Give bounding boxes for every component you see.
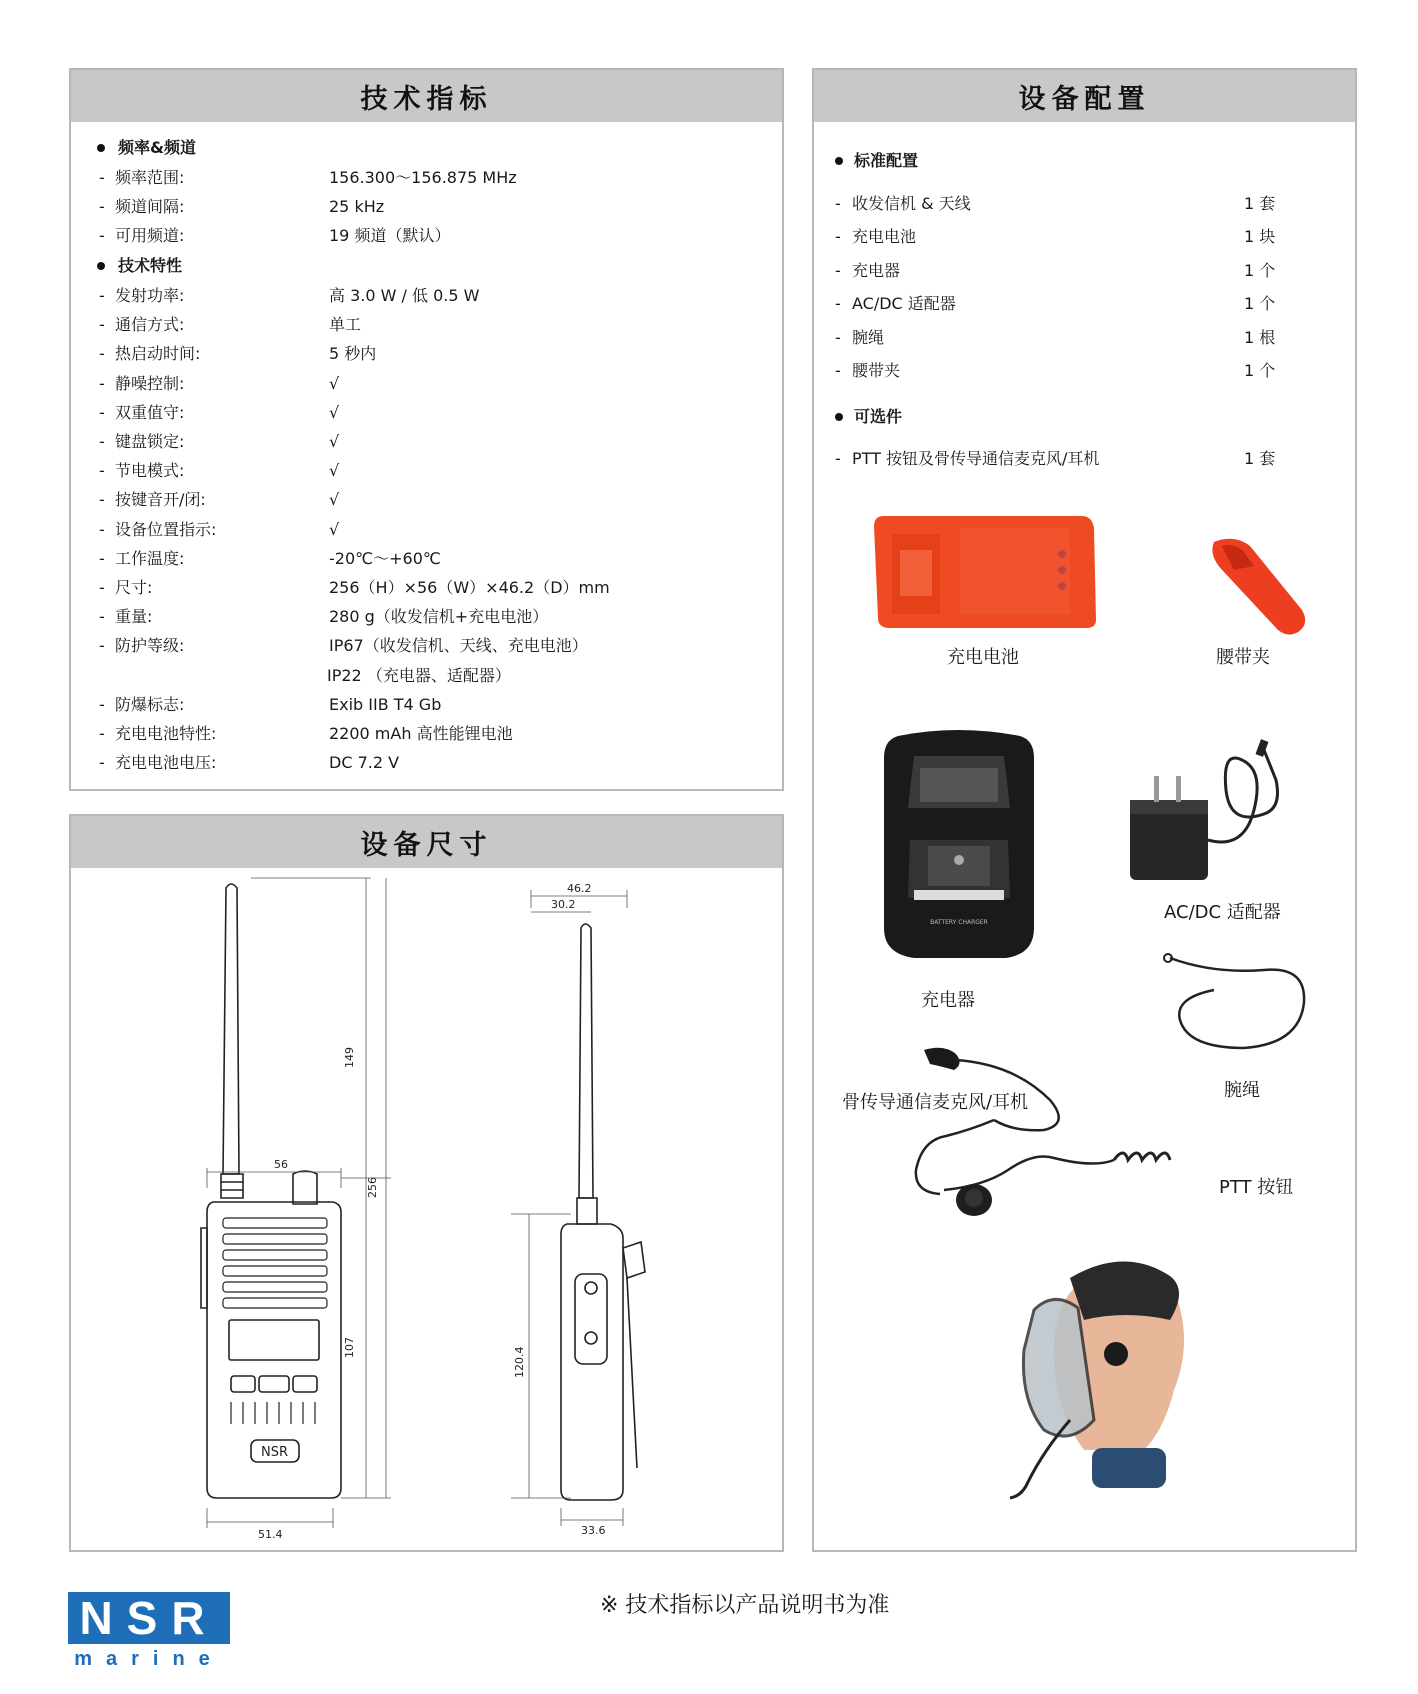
spec-label: 频率范围: (115, 168, 185, 187)
battery-image (870, 510, 1100, 634)
dim-width-top: 56 (274, 1158, 288, 1171)
strap-caption: 腕绳 (1224, 1080, 1260, 1101)
dash: - (835, 227, 841, 247)
standard-item: 腰带夹 (852, 361, 901, 380)
standard-qty: 1 套 (1244, 194, 1276, 213)
standard-item: 充电器 (852, 260, 901, 280)
dash: - (99, 753, 105, 773)
dash: - (835, 361, 841, 380)
optional-item: PTT 按钮及骨传导通信麦克风/耳机 (852, 449, 1100, 468)
nsr-marine-logo (68, 1592, 230, 1676)
spec-value: DC 7.2 V (329, 753, 400, 773)
spec-label: 设备位置指示: (115, 519, 217, 539)
belt-clip-image (1194, 532, 1314, 642)
battery-caption: 充电电池 (947, 647, 1019, 668)
spec-value: 高 3.0 W / 低 0.5 W (329, 286, 480, 305)
dash: - (99, 373, 105, 393)
ptt-caption: PTT 按钮 (1219, 1177, 1294, 1198)
dash: - (99, 724, 105, 743)
dim-depth-mid: 30.2 (551, 898, 576, 911)
adapter-image (1114, 730, 1294, 890)
dim-depth-total: 46.2 (567, 882, 592, 895)
spec-label: 工作温度: (115, 548, 185, 568)
spec-label: 热启动时间: (115, 344, 201, 364)
spec-value-2: IP22 （充电器、适配器） (327, 665, 511, 685)
spec-label: 发射功率: (115, 286, 185, 305)
spec-label: 通信方式: (115, 315, 185, 335)
dash: - (99, 578, 105, 597)
standard-item: 腕绳 (852, 327, 885, 347)
spec-value: 19 频道（默认） (329, 226, 451, 245)
dimension-title: 设备尺寸 (71, 816, 782, 868)
spec-label: 防护等级: (115, 636, 185, 656)
section-heading: 技术特性 (118, 256, 183, 275)
dash: - (99, 694, 105, 714)
dash: - (99, 636, 105, 656)
charger-image (874, 728, 1044, 968)
footer-note: ※ 技术指标以产品说明书为准 (600, 1593, 890, 1618)
spec-value: 5 秒内 (329, 344, 377, 364)
spec-value: 256（H）×56（W）×46.2（D）mm (329, 578, 610, 597)
dim-depth-bottom: 33.6 (581, 1524, 606, 1537)
spec-label: 频道间隔: (115, 197, 185, 216)
spec-label: 防爆标志: (115, 694, 185, 714)
spec-label: 尺寸: (115, 578, 153, 597)
logo-top: NSR (68, 1592, 230, 1644)
dash: - (835, 194, 841, 213)
dash: - (99, 168, 105, 187)
dim-height-body: 107 (343, 1337, 356, 1358)
headset-worn-image (974, 1250, 1214, 1520)
dash: - (99, 197, 105, 216)
equip-panel (812, 68, 1357, 1552)
spec-value: √ (329, 432, 340, 451)
standard-qty: 1 个 (1244, 361, 1276, 380)
dash: - (835, 294, 841, 314)
bullet (835, 413, 843, 421)
standard-item: AC/DC 适配器 (852, 294, 956, 314)
spec-value: √ (329, 461, 340, 481)
spec-value: 156.300～156.875 MHz (329, 168, 517, 187)
spec-label: 按键音开/闭: (115, 490, 206, 510)
dim-width-bottom: 51.4 (258, 1528, 283, 1541)
equip-title: 设备配置 (814, 70, 1355, 122)
spec-value: IP67（收发信机、天线、充电电池） (329, 636, 588, 656)
section-heading: 频率&频道 (118, 138, 196, 157)
dash: - (99, 607, 105, 627)
dash: - (99, 490, 105, 510)
dash: - (99, 344, 105, 364)
optional-qty: 1 套 (1244, 449, 1276, 468)
spec-value: 2200 mAh 高性能锂电池 (329, 724, 513, 743)
dim-side-body: 120.4 (513, 1346, 526, 1378)
standard-qty: 1 块 (1244, 227, 1276, 247)
spec-label: 静噪控制: (115, 373, 185, 393)
standard-item: 收发信机 & 天线 (852, 194, 971, 213)
spec-value: √ (329, 402, 340, 422)
bullet (97, 144, 105, 152)
dimension-drawing (71, 868, 782, 1550)
headset-caption: 骨传导通信麦克风/耳机 (842, 1092, 1029, 1113)
standard-item: 充电电池 (852, 227, 917, 247)
standard-heading: 标准配置 (854, 151, 919, 170)
dim-height-antenna: 149 (343, 1047, 356, 1068)
dash: - (99, 315, 105, 335)
device-brand: NSR (261, 1445, 289, 1460)
bullet (835, 157, 843, 165)
dash: - (99, 548, 105, 568)
spec-label: 可用频道: (115, 226, 185, 245)
headset-ptt-image (874, 1040, 1174, 1230)
spec-value: √ (329, 373, 340, 393)
dash: - (99, 286, 105, 305)
dim-height-total: 256 (366, 1177, 379, 1198)
charger-label: BATTERY CHARGER (930, 919, 988, 926)
spec-label: 充电电池特性: (115, 724, 217, 743)
spec-label: 双重值守: (115, 402, 185, 422)
spec-value: -20℃～+60℃ (329, 548, 441, 568)
spec-label: 充电电池电压: (115, 753, 217, 773)
spec-value: Exib IIB T4 Gb (329, 694, 442, 714)
adapter-caption: AC/DC 适配器 (1164, 902, 1281, 923)
optional-heading: 可选件 (854, 407, 903, 426)
dash: - (99, 461, 105, 481)
clip-caption: 腰带夹 (1216, 647, 1270, 668)
dash: - (99, 402, 105, 422)
spec-value: 25 kHz (329, 197, 385, 216)
spec-value: √ (329, 490, 340, 510)
dash: - (835, 449, 841, 468)
dash: - (835, 327, 841, 347)
spec-value: 280 g（收发信机+充电电池） (329, 607, 549, 627)
dash: - (835, 260, 841, 280)
standard-qty: 1 个 (1244, 294, 1276, 314)
dash: - (99, 432, 105, 451)
standard-qty: 1 个 (1244, 260, 1276, 280)
dash: - (99, 519, 105, 539)
logo-bottom: marine (74, 1648, 224, 1670)
charger-caption: 充电器 (921, 990, 975, 1011)
spec-label: 节电模式: (115, 461, 185, 481)
spec-label: 重量: (115, 607, 153, 627)
spec-value: √ (329, 519, 340, 539)
dash: - (99, 226, 105, 245)
spec-title: 技术指标 (71, 70, 782, 122)
bullet (97, 262, 105, 270)
spec-label: 键盘锁定: (115, 432, 185, 451)
wrist-strap-image (1154, 950, 1314, 1060)
spec-value: 单工 (329, 315, 362, 335)
spec-panel (69, 68, 784, 791)
dimension-panel (69, 814, 784, 1552)
standard-qty: 1 根 (1244, 327, 1276, 347)
